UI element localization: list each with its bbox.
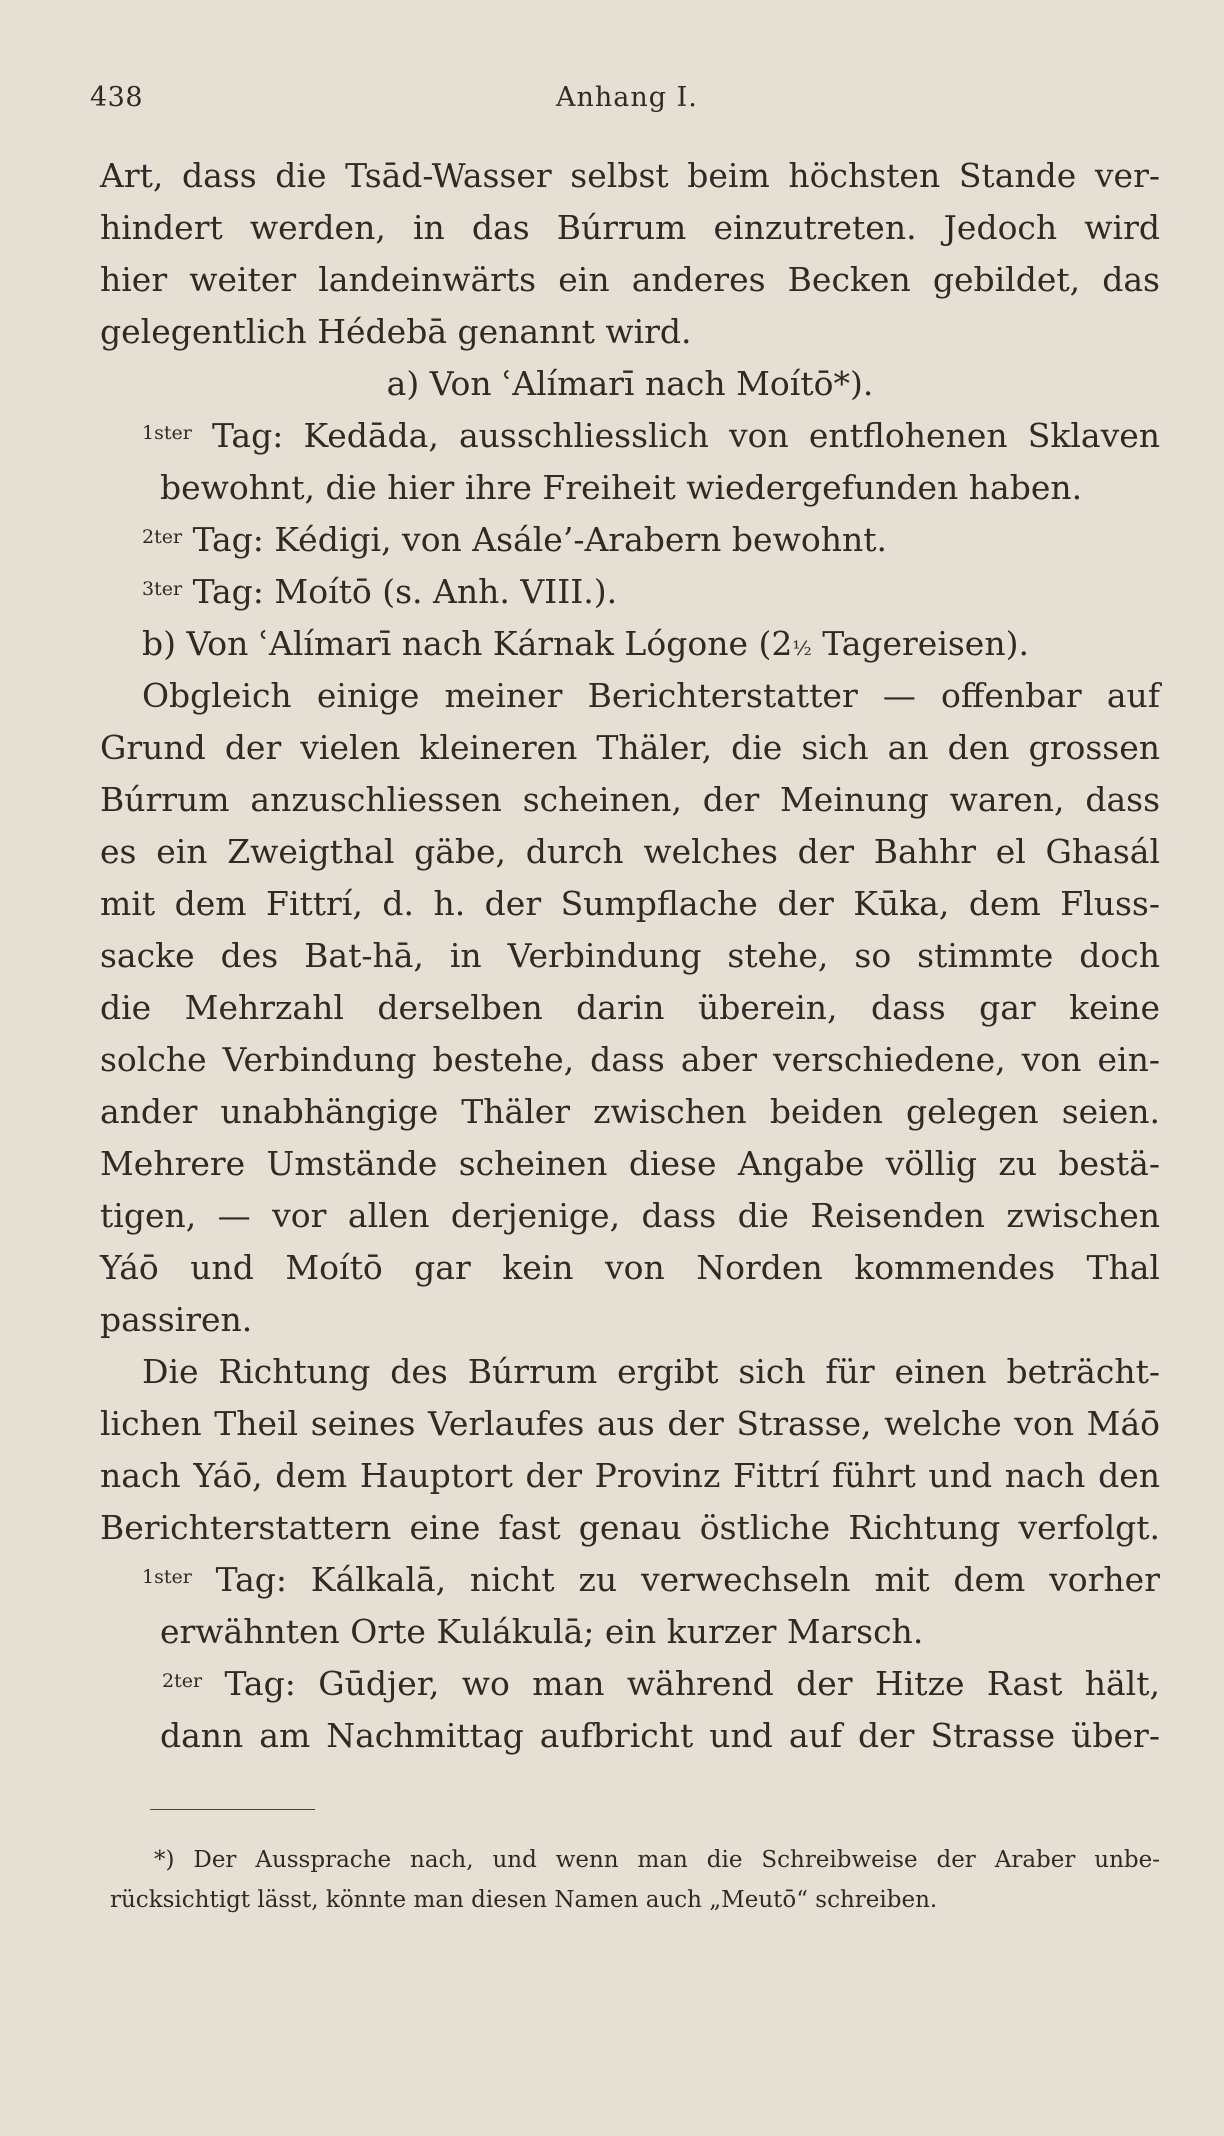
text-line: Yáō und Moítō gar kein von Norden kommendes Thal	[100, 1248, 1160, 1287]
itinerary-day-3	[100, 566, 1160, 618]
text-line: hier weiter landeinwärts ein anderes Becken gebildet, das	[100, 260, 1160, 299]
text-line: gelegentlich Hédebā genannt wird.	[100, 312, 692, 351]
day-text: Tag: Gūdjer, wo man während der Hitze Rast hält,	[224, 1664, 1160, 1703]
footnote-rule	[150, 1809, 315, 1810]
footnote	[110, 1840, 1160, 1920]
text-line: Art, dass die Tsād-Wasser selbst beim höchsten Stande ver-	[100, 156, 1160, 195]
page-number: 438	[90, 82, 144, 113]
ordinal: 3ter	[142, 578, 183, 600]
text-line: erwähnten Orte Kulákulā; ein kurzer Marsch.	[160, 1612, 924, 1651]
text-line: solche Verbindung bestehe, dass aber verschiedene, von ein-	[100, 1040, 1160, 1079]
text-line: passiren.	[100, 1300, 253, 1339]
text-line: bewohnt, die hier ihre Freiheit wiedergefunden haben.	[160, 468, 1083, 507]
text-line: dann am Nachmittag aufbricht und auf der Strasse über-	[160, 1716, 1160, 1755]
section-heading-a: a) Von ʿAlímarī nach Moítō*).	[386, 364, 874, 403]
running-head: Anhang I.	[556, 82, 698, 113]
day-text: Tag: Kálkalā, nicht zu verwechseln mit dem vorher	[215, 1560, 1160, 1599]
day-text: Tag: Kédigi, von Asále’-Arabern bewohnt.	[192, 520, 887, 559]
text-line: Búrrum anzuschliessen scheinen, der Meinung waren, dass	[100, 780, 1160, 819]
text-line: die Mehrzahl derselben darin überein, dass gar keine	[100, 988, 1160, 1027]
itinerary-day-1	[100, 410, 1160, 462]
ordinal: 2ter	[142, 526, 183, 548]
footnote-line: rücksichtigt lässt, könnte man diesen Namen auch „Meutō“ schreiben.	[110, 1887, 938, 1913]
section-heading-b	[100, 618, 1160, 670]
ordinal: 1ster	[142, 422, 192, 444]
heading-text: b) Von ʿAlímarī nach Kárnak Lógone (2	[142, 624, 793, 663]
day-text: Tag: Kedāda, ausschliesslich von entflohenen Sklaven	[211, 416, 1160, 455]
text-line: Mehrere Umstände scheinen diese Angabe völlig zu bestä-	[100, 1144, 1160, 1183]
itinerary-day-2	[100, 514, 1160, 566]
text-line: Grund der vielen kleineren Thäler, die sich an den grossen	[100, 728, 1160, 767]
text-line: nach Yáō, dem Hauptort der Provinz Fittrí führt und nach den	[100, 1456, 1160, 1495]
text-line: hindert werden, in das Búrrum einzutreten. Jedoch wird	[100, 208, 1160, 247]
text-line: mit dem Fittrí, d. h. der Sumpflache der Kūka, dem Fluss-	[100, 884, 1160, 923]
text-line: sacke des Bat-hā, in Verbindung stehe, so stimmte doch	[100, 936, 1160, 975]
text-line: Berichterstattern eine fast genau östliche Richtung verfolgt.	[100, 1508, 1160, 1547]
ordinal: 1ster	[142, 1566, 192, 1588]
itinerary-day-2	[100, 1658, 1160, 1710]
text-line: es ein Zweigthal gäbe, durch welches der Bahhr el Ghasál	[100, 832, 1160, 871]
footnote-line: *) Der Aussprache nach, und wenn man die Schreibweise der Araber unbe-	[154, 1847, 1160, 1873]
fraction: ½	[792, 636, 812, 660]
text-line: Die Richtung des Búrrum ergibt sich für einen beträcht-	[142, 1352, 1160, 1391]
ordinal: 2ter	[162, 1670, 203, 1692]
text-line: tigen, — vor allen derjenige, dass die Reisenden zwischen	[100, 1196, 1160, 1235]
itinerary-day-1	[100, 1554, 1160, 1606]
body-text	[100, 150, 1160, 1762]
text-line: lichen Theil seines Verlaufes aus der Strasse, welche von Máō	[100, 1404, 1160, 1443]
text-line: Obgleich einige meiner Berichterstatter — offenbar auf	[142, 676, 1160, 715]
text-line: ander unabhängige Thäler zwischen beiden gelegen seien.	[100, 1092, 1160, 1131]
day-text: Tag: Moítō (s. Anh. VIII.).	[192, 572, 618, 611]
page-header	[0, 82, 1224, 122]
heading-text-end: Tagereisen).	[811, 624, 1029, 663]
